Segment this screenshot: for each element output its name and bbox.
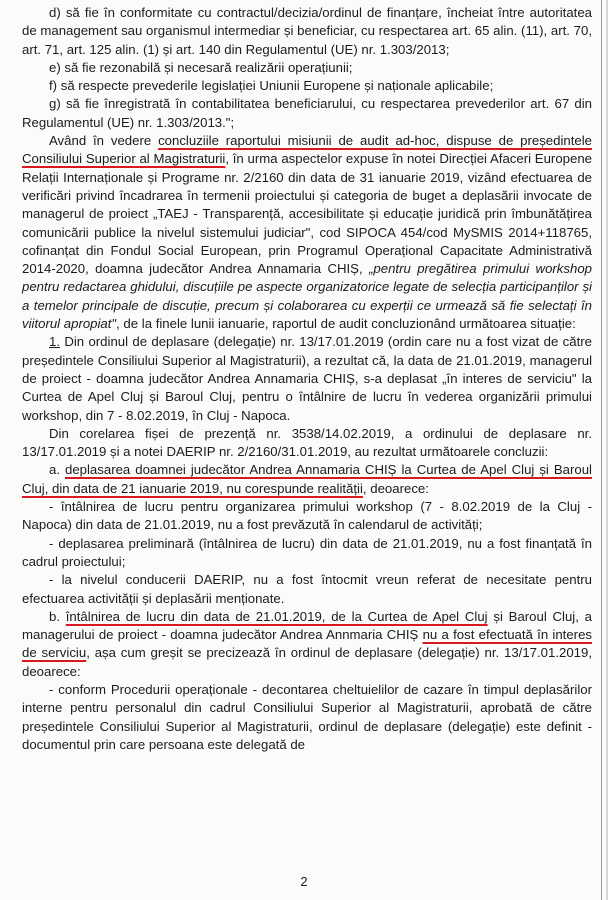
paragraph-d: d) să fie în conformitate cu contractul/decizia/ordinul de finanțare, încheiat între autoritatea de management sau organismul intermediar și beneficiar, cu respectarea art. 65 alin. (11), art. 70, art. 71, art. 125 alin. (1) și art. 140 din Regulamentul (UE) nr. 1.303/2013;: [22, 5, 592, 57]
document-body: [22, 4, 592, 754]
point-1-number: 1.: [49, 334, 60, 350]
audit-body: , în urma aspectelor expuse în notei Direcției Afaceri Europene Relații Internaționale și Programe nr. 2/2160 din data de 31 ianuarie 2019, vizând efectuarea de verificări privind încadrarea în termenii proiectului și categoria de buget a deplasării invocate de managerul de proiect „TAEJ - Transparență, accesibilitate și educație juridică prin îmbunătățirea comunicării publice la nivelul sistemului judiciar", cod SIPOCA 454/cod MySMIS 2014+118765, cofinanțat din Fondul Social European, prin Programul Operațional Capacitate Administrativă 2014-2020, doamna judecător Andrea Annamaria CHIȘ,: [22, 151, 592, 277]
conclusion-b-middle: și Baroul Cluj, a managerului de proiect - doamna judecător Andrea Annmaria CHIȘ: [22, 608, 593, 643]
audit-outro: , de la finele lunii ianuarie, raportul de audit concluzionând următoarea situație:: [116, 316, 576, 332]
audit-conclusions-highlight: concluziile raportului misiunii de audit ad-hoc, dispuse de președintele Consiliului Superior al Magistraturii: [22, 133, 592, 167]
conclusion-b-label: b.: [49, 608, 66, 624]
bullet-daerip: - la nivelul conducerii DAERIP, nu a fost întocmit vreun referat de necesitate pentru efectuarea activității și deplasării menționate.: [22, 572, 592, 606]
paragraph-correlation: Din corelarea fișei de prezență nr. 3538/14.02.2019, a ordinului de deplasare nr. 13/17.01.2019 și a notei DAERIP nr. 2/2160/31.01.2019, au rezultat următoarele concluzii:: [22, 425, 592, 460]
paragraph-conclusion-a: [22, 461, 592, 498]
conclusion-a-label: a.: [49, 462, 65, 478]
paragraph-f: f) să respecte prevederile legislației Uniunii Europene și naționale aplicabile;: [49, 78, 494, 94]
scan-edge: [601, 0, 602, 900]
audit-quote: „pentru pregătirea primului workshop pentru redactarea ghidului, discuțiile pe aspecte organizatorice legate de selecția participanților și a temelor principale de discuție, precum și colaborarea cu experții ce urmează să fie selectați în viitorul apropiat": [22, 261, 592, 332]
bullet-calendar: - întâlnirea de lucru pentru organizarea primului workshop (7 - 8.02.2019 de la Cluj - Napoca) din data de 21.01.2019, nu a fost prevăzută în calendarul de activități;: [22, 499, 592, 533]
paragraph-point-1: [22, 333, 592, 424]
paragraph-g: g) să fie înregistrată în contabilitatea beneficiarului, cu respectarea prevederilor art. 67 din Regulamentul (UE) nr. 1.303/2013.";: [22, 96, 592, 130]
audit-intro: Având în vedere: [49, 133, 159, 149]
conclusion-b-highlight-2: nu a fost efectuată în interes de serviciu: [22, 627, 592, 661]
paragraph-audit-report: [22, 132, 592, 333]
conclusion-b-highlight-1: întâlnirea de lucru din data de 21.01.2019, de la Curtea de Apel Cluj: [65, 608, 488, 624]
paragraph-conclusion-b: [22, 608, 592, 681]
paragraph-e: e) să fie rezonabilă și necesară realizării operațiunii;: [49, 59, 353, 75]
bullet-financing: - deplasarea preliminară (întâlnirea de lucru) din data de 21.01.2019, nu a fost finanțată în cadrul proiectului;: [22, 535, 592, 569]
conclusion-a-tail: , deoarece:: [362, 480, 429, 496]
conclusion-a-highlight: deplasarea doamnei judecător Andrea Annamaria CHIȘ la Curtea de Apel Cluj și Baroul Cluj, din data de 21 ianuarie 2019, nu corespunde realității: [22, 462, 592, 496]
bullet-procedure: - conform Procedurii operaționale - decontarea cheltuielilor de cazare în timpul deplasărilor interne pentru personalul din cadrul Consiliului Superior al Magistraturii, aprobată de către președintele Consiliului Superior al Magistraturii, ordinul de deplasare (delegație) este definit - documentul prin care persoana este delegată de: [22, 681, 592, 752]
conclusion-b-tail: , așa cum greșit se precizează în ordinul de deplasare (delegație) nr. 13/17.01.2019, deoarece:: [22, 645, 592, 679]
point-1-text: Din ordinul de deplasare (delegație) nr. 13/17.01.2019 (ordin care nu a fost vizat de către președintele Consiliului Superior al Magistraturii), a rezultat că, la data de 21.01.2019, managerul de proiect - doamna judecător Andrea Annamaria CHIȘ, s-a deplasat „în interes de serviciu" la Curtea de Apel Cluj și Baroul Cluj, pentru o întâlnire de lucru în vederea organizării primului workshop, din 7 - 8.02.2019, în Cluj - Napoca.: [22, 334, 592, 423]
page-number: 2: [300, 874, 308, 889]
